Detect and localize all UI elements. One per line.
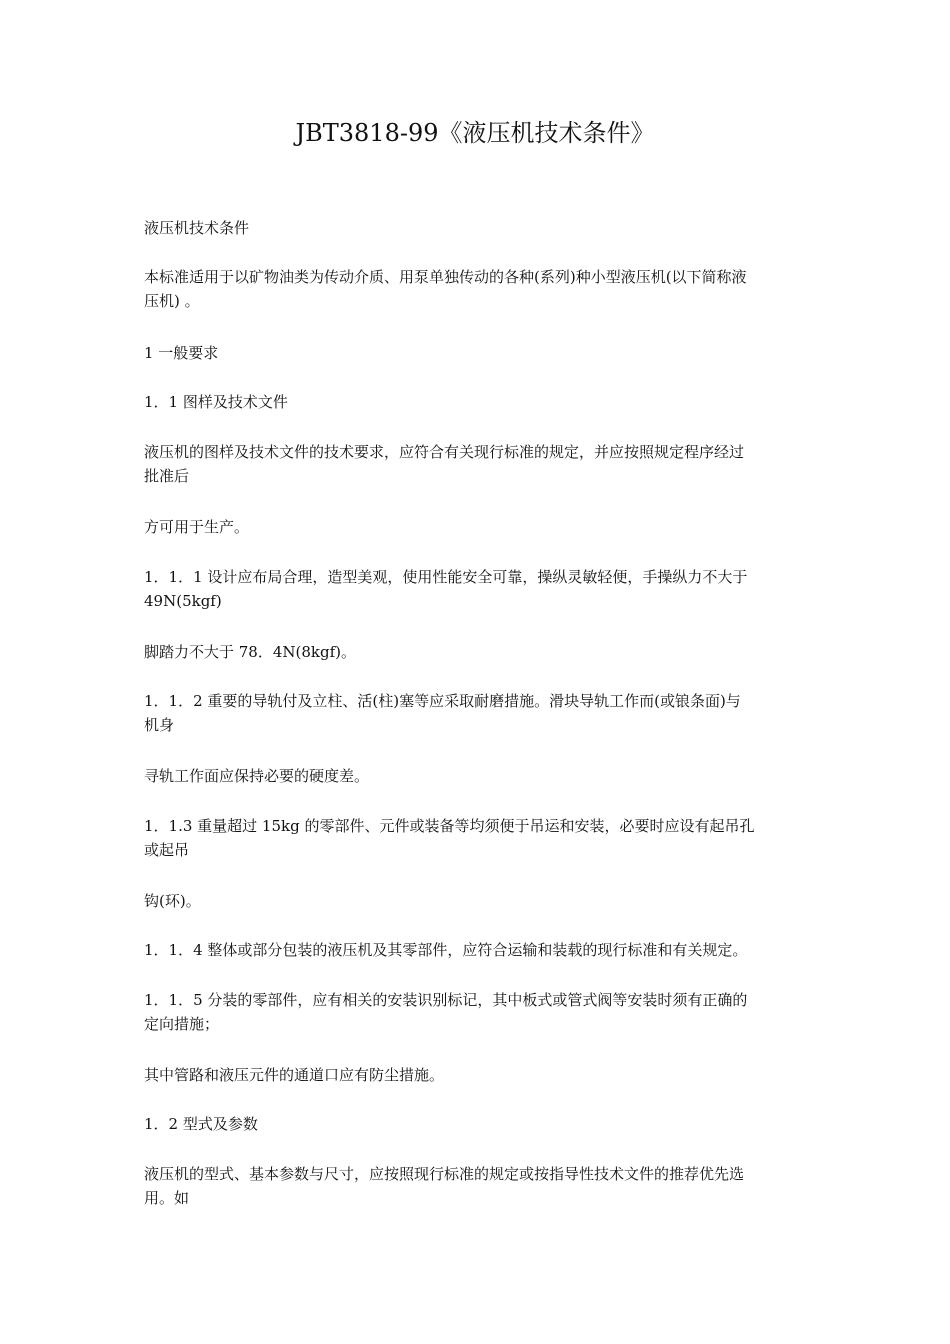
paragraph-drawings [144,440,808,488]
paragraph-line: 1．1．2 重要的导轨付及立柱、活(柱)塞等应采取耐磨措施。滑块导轨工作而(或锒条面)与 [144,692,741,710]
paragraph-line: 液压机技术条件 [144,219,250,237]
paragraph-line: 机身 [144,716,175,734]
document-title: JBT3818-99《液压机技术条件》 [295,119,655,147]
paragraph-subtitle [144,216,808,240]
paragraph-line: 其中管路和液压元件的通道口应有防尘措施。 [144,1066,445,1084]
paragraph-line: 液压机的型式、基本参数与尺寸，应按照现行标准的规定或按指导性技术文件的推荐优先选 [144,1165,745,1183]
paragraph-line: 1．2 型式及参数 [144,1115,258,1133]
paragraph-line: 液压机的图样及技术文件的技术要求，应符合有关现行标准的规定，并应按照规定程序经过 [144,443,745,461]
paragraph-line: 1．1.3 重量超过 15kg 的零部件、元件或装备等均须便于吊运和安装，必要时应设有起吊孔 [144,817,755,835]
paragraph-scope [144,265,808,313]
section-heading-1-1 [144,390,808,414]
paragraph-line: 本标准适用于以矿物油类为传动介质、用泵单独传动的各种(系列)种小型液压机(以下简称液 [144,268,747,286]
paragraph-1-1-5 [144,988,808,1036]
paragraph-line: 方可用于生产。 [144,518,250,536]
paragraph-line: 脚踏力不大于 78．4N(8kgf)。 [144,643,357,661]
paragraph-line: 定向措施； [144,1015,220,1033]
paragraph-dust [144,1063,808,1087]
paragraph-1-1-2 [144,689,808,737]
paragraph-line: 1．1 图样及技术文件 [144,393,288,411]
paragraph-line: 压机) 。 [144,292,200,310]
paragraph-hook [144,889,808,913]
paragraph-production [144,515,808,539]
paragraph-line: 1 一般要求 [144,344,219,362]
paragraph-line: 1．1．4 整体或部分包装的液压机及其零部件，应符合运输和装载的现行标准和有关规定。 [144,941,748,959]
paragraph-1-1-1 [144,565,808,613]
section-heading-1 [144,341,808,365]
paragraph-line: 用。如 [144,1189,190,1207]
paragraph-line: 49N(5kgf) [144,592,222,610]
paragraph-line: 1．1．5 分装的零部件，应有相关的安装识别标记，其中板式或管式阀等安装时须有正确的 [144,991,748,1009]
paragraph-line: 批准后 [144,467,190,485]
paragraph-hardness [144,764,808,788]
paragraph-line: 寻轨工作面应保持必要的硬度差。 [144,767,370,785]
paragraph-1-1-3 [144,814,808,862]
paragraph-line: 钩(环)。 [144,892,201,910]
section-heading-1-2 [144,1112,808,1136]
paragraph-line: 或起吊 [144,841,190,859]
paragraph-pedal-force [144,640,808,664]
paragraph-1-1-4 [144,938,808,962]
paragraph-types [144,1162,808,1210]
paragraph-line: 1．1．1 设计应布局合理，造型美观，使用性能安全可靠，操纵灵敏轻便，手操纵力不大于 [144,568,748,586]
